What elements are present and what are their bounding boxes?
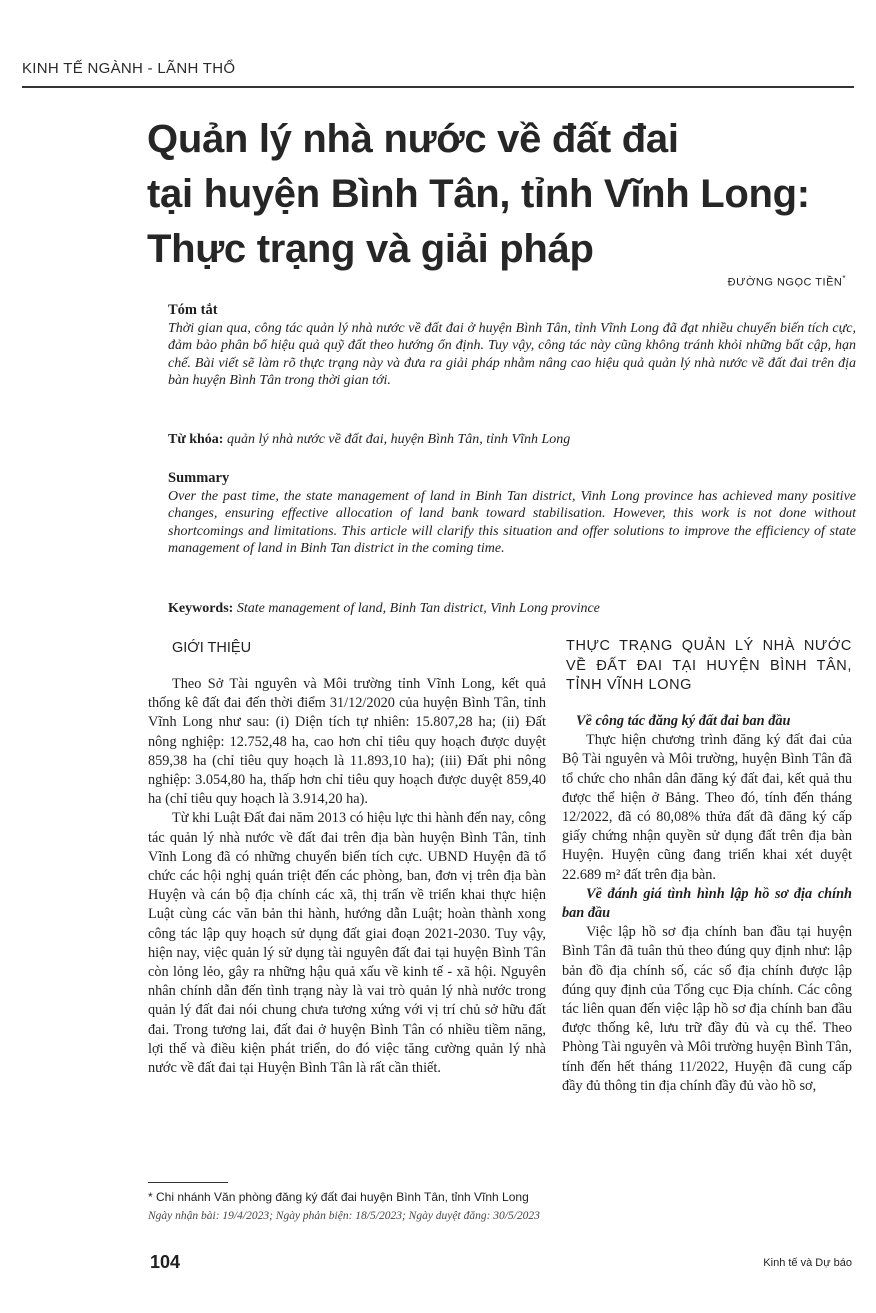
- footnote-affiliation: * Chi nhánh Văn phòng đăng ký đất đai huyện Bình Tân, tỉnh Vĩnh Long: [148, 1190, 529, 1204]
- right-subheading-1: Về công tác đăng ký đất đai ban đầu: [576, 713, 791, 729]
- intro-heading: GIỚI THIỆU: [172, 640, 252, 656]
- author-footnote-mark: *: [842, 274, 846, 283]
- abstract-vi-text: Thời gian qua, công tác quản lý nhà nước về đất đai ở huyện Bình Tân, tỉnh Vĩnh Long đã đạt nhiều chuyển biến tích cực, đảm bảo phân bổ hiệu quả quỹ đất theo hướng ổn định. Tuy vậy, công tác này cũng không tránh khỏi những bất cập, hạn chế. Bài viết sẽ làm rõ thực trạng này và đưa ra giải pháp nhằm nâng cao hiệu quả quản lý nhà nước về đất đai trên địa bàn huyện Bình Tân trong thời gian tới.: [168, 320, 856, 388]
- journal-name: Kinh tế và Dự báo: [763, 1257, 852, 1269]
- keywords-en-text: State management of land, Binh Tan district, Vinh Long province: [236, 601, 600, 616]
- keywords-english: [168, 601, 856, 617]
- author-name: [728, 274, 846, 289]
- abstract-en-text: Over the past time, the state management of land in Binh Tan district, Vinh Long province has achieved many positive changes, ensuring effective allocation of land bank toward stabilisation. However, this work is not done without shortcomings and limitations. This article will clarify this situation and offer solutions to improve the efficiency of state management of land in Binh Tan district in the coming time.: [168, 488, 856, 556]
- right-column: [562, 712, 852, 1096]
- title-line-3: Thực trạng và giải pháp: [147, 227, 594, 271]
- author-text: ĐƯỜNG NGỌC TIỀN: [727, 276, 843, 289]
- header-rule: [22, 86, 854, 88]
- footnote-dates: Ngày nhận bài: 19/4/2023; Ngày phản biện: 18/5/2023; Ngày duyệt đăng: 30/5/2023: [148, 1210, 540, 1222]
- abstract-vi-heading: Tóm tắt: [168, 302, 218, 318]
- abstract-vietnamese: [168, 302, 856, 390]
- left-paragraph-2: Từ khi Luật Đất đai năm 2013 có hiệu lực thi hành đến nay, công tác quản lý nhà nước về đất đai trên địa bàn huyện Bình Tân, tỉnh Vĩnh Long đã có những chuyển biến tích cực. UBND Huyện đã tổ chức các hội nghị quán triệt đến các phòng, ban, đơn vị trên địa bàn Huyện và cán bộ địa chính các xã, thị trấn về triển khai thực hiện Luật cùng các văn bản thi hành, hướng dẫn Luật; hoàn thành xong công tác lập quy hoạch sử dụng đất giai đoạn 2021-2030. Tuy vậy, hiện nay, việc quản lý sử dụng tài nguyên đất đai tại huyện Bình Tân còn lỏng lẻo, gây ra những hậu quả xấu về kinh tế - xã hội. Nguyên nhân chính dẫn đến tình trạng này là vai trò quản lý nhà nước trong quản lý đất đai nói chung chưa tương xứng với vị trí chủ sở hữu đất đai. Trong tương lai, đất đai ở huyện Bình Tân có nhiều tiềm năng, lợi thế và điều kiện phát triển, do đó việc tăng cường quản lý nhà nước về đất đai tại Huyện Bình Tân là rất cần thiết.: [148, 810, 546, 1077]
- title-line-2: tại huyện Bình Tân, tỉnh Vĩnh Long:: [147, 172, 810, 216]
- right-paragraph-2: Việc lập hồ sơ địa chính ban đầu tại huyện Bình Tân đã tuân thủ theo đúng quy định như: lập bản đồ địa chính số, các sổ địa chính được lập đúng quy định của Tổng cục Địa chính. Các công tác liên quan đến việc lập hồ sơ địa chính ban đầu được thống kê, lưu trữ đầy đủ và cụ thể. Theo Phòng Tài nguyên và Môi trường huyện Bình Tân, tính đến hết tháng 11/2022, Huyện đã cung cấp đầy đủ thông tin địa chính đầy đủ vào hồ sơ,: [562, 924, 852, 1094]
- abstract-en-heading: Summary: [168, 470, 230, 486]
- article-title: [147, 112, 862, 277]
- keywords-en-label: Keywords:: [168, 601, 234, 616]
- right-paragraph-1: Thực hiện chương trình đăng ký đất đai của Bộ Tài nguyên và Môi trường, huyện Bình Tân đã tổ chức cho nhân dân đăng ký đất đai, kết quả thu được thể hiện ở Bảng. Theo đó, tính đến tháng 12/2022, đã có 80,08% thửa đất đã đăng ký cấp giấy chứng nhận quyền sử dụng đất trên địa bàn Huyện. Huyện cũng đang triển khai xét duyệt 22.689 m² đất trên địa bàn.: [562, 732, 852, 883]
- status-heading: THỰC TRẠNG QUẢN LÝ NHÀ NƯỚC VỀ ĐẤT ĐAI TẠI HUYỆN BÌNH TÂN, TỈNH VĨNH LONG: [566, 638, 852, 693]
- keywords-vi-text: quản lý nhà nước về đất đai, huyện Bình Tân, tỉnh Vĩnh Long: [226, 432, 571, 447]
- keywords-vi-label: Từ khóa:: [168, 432, 224, 447]
- abstract-english: [168, 470, 856, 558]
- footnote: [148, 1188, 848, 1226]
- left-column: [148, 675, 546, 1078]
- section-label: KINH TẾ NGÀNH - LÃNH THỔ: [22, 60, 236, 77]
- footnote-rule: [148, 1182, 228, 1183]
- right-subheading-2: Về đánh giá tình hình lập hồ sơ địa chính ban đầu: [562, 885, 852, 922]
- page-number: 104: [150, 1252, 181, 1272]
- title-line-1: Quản lý nhà nước về đất đai: [147, 117, 679, 161]
- left-paragraph-1: Theo Sở Tài nguyên và Môi trường tỉnh Vĩnh Long, kết quả thống kê đất đai đến thời điểm 31/12/2020 của huyện Bình Tân, tỉnh Vĩnh Long như sau: (i) Diện tích tự nhiên: 15.807,28 ha; (ii) Đất nông nghiệp: 12.752,48 ha, cao hơn chỉ tiêu quy hoạch được duyệt 859,38 ha (chỉ tiêu quy hoạch là 11.893,10 ha); (iii) Đất phi nông nghiệp: 3.054,80 ha, thấp hơn chỉ tiêu quy hoạch được duyệt 859,40 ha (chỉ tiêu quy hoạch là 3.914,20 ha).: [148, 676, 546, 808]
- keywords-vietnamese: [168, 432, 856, 448]
